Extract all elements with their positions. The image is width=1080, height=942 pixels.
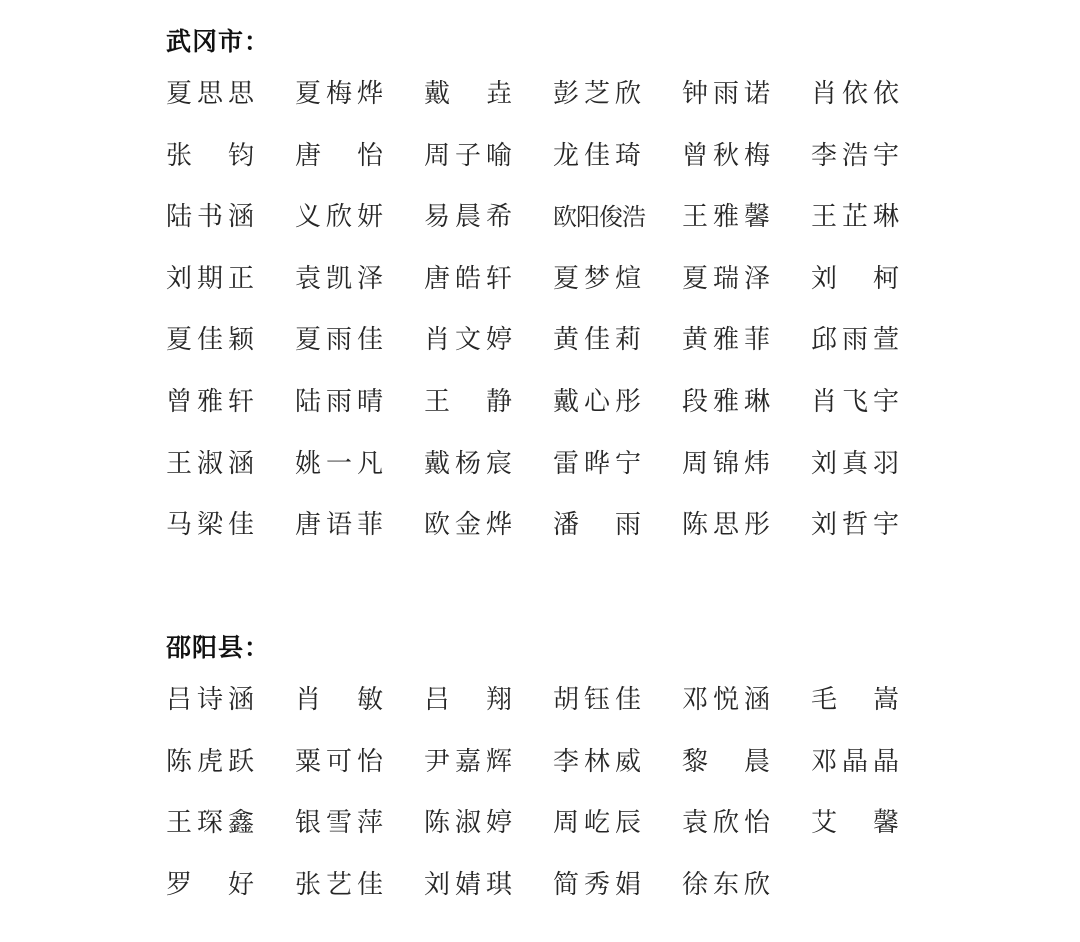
name-entry: 刘 婧 琪	[424, 869, 512, 900]
name-entry: 陆 书 涵	[166, 202, 254, 233]
name-entry: 周 锦 炜	[682, 448, 770, 479]
name-entry: 戴 垚	[424, 79, 512, 109]
name-entry: 张 钧	[166, 140, 254, 171]
name-entry: 周 屹 辰	[553, 808, 641, 839]
name-entry: 胡 钰 佳	[553, 685, 641, 715]
name-entry: 毛 嵩	[811, 685, 899, 715]
name-entry: 钟 雨 诺	[682, 79, 770, 109]
section-title: 武冈市：	[166, 27, 271, 56]
name-entry: 陈 虎 跃	[166, 746, 254, 777]
name-entry: 夏 梅 烨	[295, 79, 383, 109]
name-entry: 刘 期 正	[166, 263, 254, 294]
name-entry: 黄 佳 莉	[553, 325, 641, 356]
name-entry: 粟 可 怡	[295, 746, 383, 777]
name-entry: 李 浩 宇	[811, 140, 899, 171]
name-entry: 吕 诗 涵	[166, 685, 254, 715]
name-entry: 陆 雨 晴	[295, 386, 383, 417]
name-entry: 黄 雅 菲	[682, 325, 770, 356]
name-entry: 吕 翔	[424, 685, 512, 715]
name-entry: 罗 好	[166, 869, 254, 900]
name-entry: 刘 真 羽	[811, 448, 899, 479]
name-entry: 尹 嘉 辉	[424, 746, 512, 777]
name-entry: 简 秀 娟	[553, 869, 641, 900]
name-entry: 刘 哲 宇	[811, 510, 899, 541]
name-entry: 袁 欣 怡	[682, 808, 770, 839]
name-entry: 龙 佳 琦	[553, 140, 641, 171]
name-entry: 欧 金 烨	[424, 510, 512, 541]
name-entry: 曾 雅 轩	[166, 386, 254, 417]
name-entry: 王 芷 琳	[811, 202, 899, 233]
name-entry: 义 欣 妍	[295, 202, 383, 233]
name-grid	[166, 78, 926, 571]
name-entry: 银 雪 萍	[295, 808, 383, 839]
name-entry: 姚 一 凡	[295, 448, 383, 479]
name-entry: 徐 东 欣	[682, 869, 770, 900]
name-entry: 袁 凯 泽	[295, 263, 383, 294]
name-entry: 欧阳俊浩	[553, 203, 645, 232]
name-entry: 黎 晨	[682, 746, 770, 777]
name-entry: 陈 思 彤	[682, 510, 770, 541]
name-entry: 彭 芝 欣	[553, 79, 641, 109]
section-shaoyang	[166, 628, 926, 930]
name-entry: 夏 梦 煊	[553, 263, 641, 294]
name-entry: 夏 佳 颖	[166, 325, 254, 356]
name-entry: 王 雅 馨	[682, 202, 770, 233]
name-entry: 段 雅 琳	[682, 386, 770, 417]
name-entry: 肖 敏	[295, 685, 383, 715]
name-entry: 戴 心 彤	[553, 386, 641, 417]
name-entry: 潘 雨	[553, 510, 641, 541]
name-entry: 李 林 威	[553, 746, 641, 777]
name-entry: 唐 语 菲	[295, 510, 383, 541]
name-entry: 夏 瑞 泽	[682, 263, 770, 294]
name-entry: 邱 雨 萱	[811, 325, 899, 356]
name-entry: 肖 飞 宇	[811, 386, 899, 417]
section-wugang	[166, 22, 926, 571]
name-entry: 王 静	[424, 386, 512, 417]
name-entry: 夏 思 思	[166, 79, 254, 109]
name-entry: 雷 晔 宁	[553, 448, 641, 479]
name-entry: 艾 馨	[811, 808, 899, 839]
name-entry: 夏 雨 佳	[295, 325, 383, 356]
name-entry: 唐 皓 轩	[424, 263, 512, 294]
name-entry: 邓 悦 涵	[682, 685, 770, 715]
name-entry: 唐 怡	[295, 140, 383, 171]
name-grid	[166, 684, 926, 930]
name-entry: 王 淑 涵	[166, 448, 254, 479]
section-title: 邵阳县：	[166, 633, 271, 662]
name-entry: 周 子 喻	[424, 140, 512, 171]
name-entry: 戴 杨 宸	[424, 448, 512, 479]
name-entry: 王 琛 鑫	[166, 808, 254, 839]
name-entry: 肖 依 依	[811, 79, 899, 109]
name-entry: 曾 秋 梅	[682, 140, 770, 171]
name-entry: 张 艺 佳	[295, 869, 383, 900]
name-entry: 刘 柯	[811, 263, 899, 294]
name-entry: 易 晨 希	[424, 202, 512, 233]
name-entry: 陈 淑 婷	[424, 808, 512, 839]
name-entry: 马 梁 佳	[166, 510, 254, 541]
name-entry: 肖 文 婷	[424, 325, 512, 356]
name-entry: 邓 晶 晶	[811, 746, 899, 777]
